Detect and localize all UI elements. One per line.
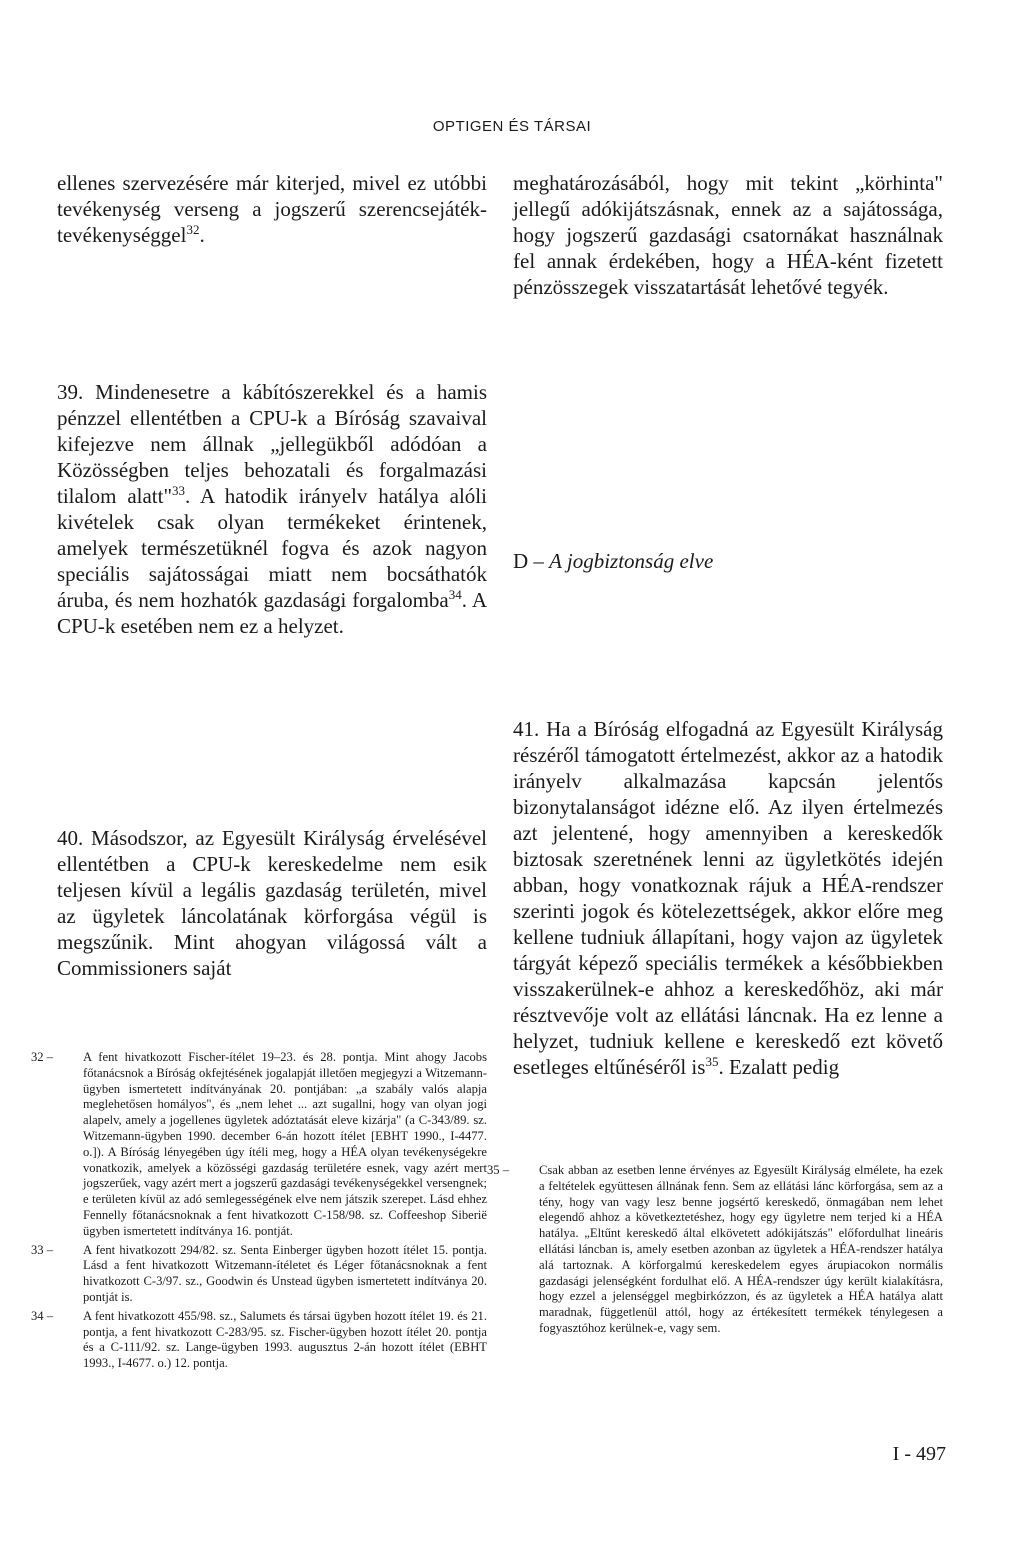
section-heading: D – A jogbiztonság elve [513, 549, 714, 573]
footnotes-left [31, 1050, 487, 1375]
right-continuation-paragraph: meghatározásából, hogy mit tekint „körhinta" jellegű adókijátszásnak, ennek az a sajátossága, hogy jogszerű gazdasági csatornákat használnak fel annak érdekében, hogy a HÉA-ként fizetett pénzösszegek visszatartását lehetővé tegyék. [513, 171, 943, 299]
paragraph-41: 41. Ha a Bíróság elfogadná az Egyesült Királyság részéről támogatott értelmezést, akkor az a hatodik irányelv alkalmazása kapcsán jelentős bizonytalanságot idézne elő. Az ilyen értelmezés azt jelentené, hogy amennyiben a kereskedők biztosak szeretnének lenni az ügyletkötés idején abban, hogy vonatkoznak rájuk a HÉA-rendszer szerinti jogok és kötelezettségek, akkor előre meg kellene tudniuk állapítani, hogy vajon az ügyletek tárgyát képező speciális termékek a későbbiekben visszakerülnek-e ahhoz a kereskedőhöz, aki már résztvevője volt az ellátási láncnak. Ha ez lenne a helyzet, tudniuk kellene e kereskedő ezt követő esetleges eltűnéséről $is^{35}$. Ezalatt pedig [513, 717, 943, 1079]
left-continuation-paragraph: ellenes szervezésére már kiterjed, mivel ez utóbbi tevékenység verseng a jogszerű szerencsejáték-tevékenységgel$^{32}$. [57, 171, 487, 247]
footnotes-right [487, 1163, 943, 1340]
paragraph-39: 39. Mindenesetre a kábítószerekkel és a hamis pénzzel ellentétben a CPU-k a Bíróság szavaival kifejezve nem állnak „jellegükből adódóan a Közösségben teljes behozatali és forgalmazási tilalom alatt"$^{33}$. A hatodik irányelv hatálya alóli kivételek csak olyan termékeket érintenek, amelyek természetüknél fogva és azok nagyon speciális sajátosságai miatt nem bocsáthatók áruba, és nem hozhatók gazdasági forgalomba$^{34}$. A CPU-k esetében nem ez a helyzet. [57, 380, 487, 638]
footnote-34: 34 – A fent hivatkozott 455/98. sz., Salumets és társai ügyben hozott ítélet 19. és 21. pontja, a fent hivatkozott C-283/95. sz. Fischer-ügyben hozott ítélet 20. pontja és a C-111/92. sz. Lange-ügyben 1993. augusztus 2-án hozott ítélet (EBHT 1993., I-4677. o.) 12. pontja. [31, 1308, 487, 1371]
footnote-ref-35[interactable]: 35 [705, 1054, 719, 1069]
paragraph-40: 40. Másodszor, az Egyesült Királyság érvelésével ellentétben a CPU-k kereskedelme nem esik teljesen kívül a legális gazdaság területén, mivel az ügyletek láncolatának körforgása végül is megszűnik. Mint ahogyan világossá vált a Commissioners saját [57, 826, 487, 980]
footnote-ref-34[interactable]: 34 [448, 587, 462, 602]
page-number: I - 497 [892, 1443, 946, 1465]
footnote-ref-32[interactable]: 32 [186, 222, 200, 237]
footnote-33: 33 – A fent hivatkozott 294/82. sz. Senta Einberger ügyben hozott ítélet 15. pontja. Lásd a fent hivatkozott Witzemann-ítéletet és Léger főtanácsnoknak a fent hivatkozott C-3/97. sz., Goodwin és Unstead ügyben ismertetett indítványa 20. pontját is. [31, 1242, 487, 1304]
footnote-32: 32 – A fent hivatkozott Fischer-ítélet 19–23. és 28. pontja. Mint ahogy Jacobs főtanácsnok a Bíróság okfejtésének jogalapját illetően megjegyzi a Witzemann-ügyben ismertetett indítványának 20. pontjában: „a szabály valós alapja meglehetősen homályos", és „nem lehet ... azt sugallni, hogy van olyan jogi alapelv, amely a jogellenes ügyletek adóztatását eleve kizárja" (a C-343/89. sz. Witzemann-ügyben 1990. december 6-án hozott ítélet [EBHT 1990., I-4477. o.]). A Bíróság lényegében úgy ítéli meg, hogy a HÉA olyan tevékenységekre vonatkozik, amelyek a közösségi gazdaság területére esnek, vagy azért mert jogszerűek, vagy azért mert a jogszerű gazdasági tevékenységekkel versengnek; e területen kívül az adó semlegességének elve nem játszik szerepet. Lásd ehhez Fennelly főtanácsnoknak a fent hivatkozott C-158/98. sz. Coffeeshop Siberië ügyben ismertetett indítványa 16. pontját. [31, 1050, 487, 1238]
running-header: OPTIGEN ÉS TÁRSAI [432, 118, 592, 135]
footnote-35: 35 – Csak abban az esetben lenne érvényes az Egyesült Királyság elmélete, ha ezek a feltételek együttesen állnának fenn. Sem az ellátási lánc körforgása, sem az a tény, hogy van vagy lesz benne jogsértő kereskedő, önmagában nem lehet elegendő ahhoz a következtetéshez, hogy egy ügyletre nem terjed ki a HÉA hatálya. „Eltűnt kereskedő által elkövetett adókijátszás" előfordulhat lineáris ellátási láncban is, amely esetben azonban az ügyletek a HÉA-rendszer hatálya alá tartoznak. A körforgalmú kereskedelem egyes árupiacokon normális gazdasági jelenségként fordulhat elő. A HÉA-rendszer úgy került kialakításra, hogy ezzel a jelenséggel megbirkózzon, és az ügyletek a HÉA hatálya alatt maradnak, függetlenül attól, hogy az értékesített termékek ténylegesen a fogyasztóhoz kerülnek-e, vagy sem. [487, 1163, 943, 1335]
footnote-ref-33[interactable]: 33 [172, 483, 186, 498]
